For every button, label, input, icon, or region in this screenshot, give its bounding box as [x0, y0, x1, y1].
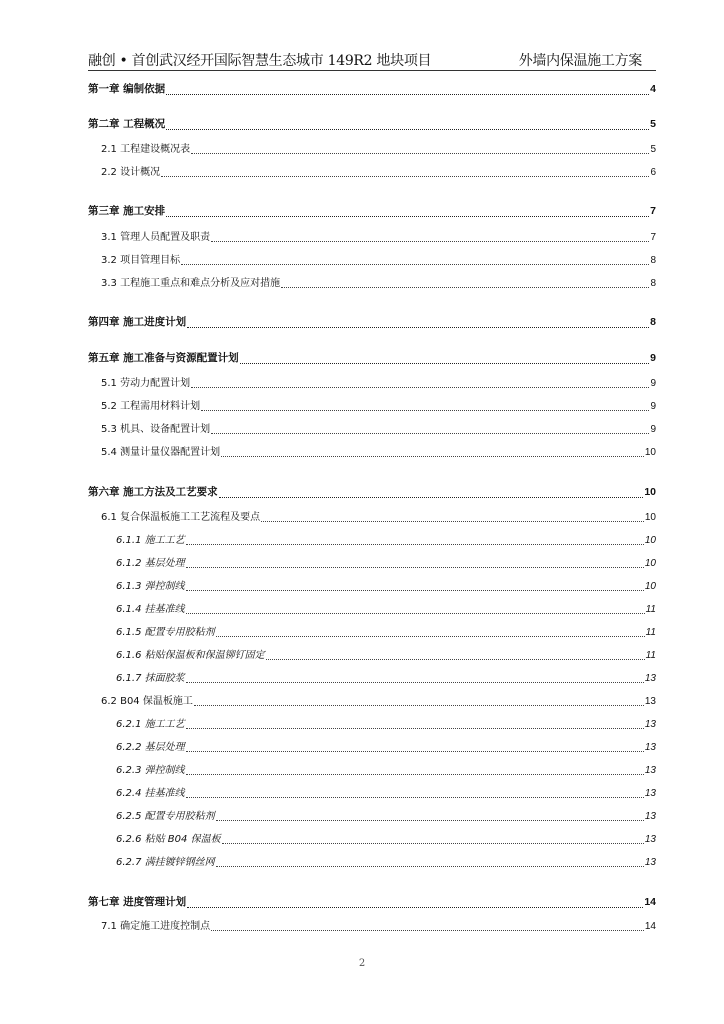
toc-entry-title: 6.1.7 抹面胶浆 — [116, 673, 185, 684]
toc-page-number: 10 — [644, 512, 656, 523]
toc-entry-title: 6.1.3 弹控制线 — [116, 581, 185, 592]
toc-dot-leader — [201, 409, 649, 411]
toc-dot-leader — [186, 750, 644, 752]
toc-section-entry[interactable] — [88, 715, 656, 733]
toc-entry-title: 第三章 施工安排 — [88, 205, 166, 217]
toc-section-entry[interactable] — [88, 692, 656, 710]
toc-entry-title: 第二章 工程概况 — [88, 118, 166, 130]
toc-section-entry[interactable] — [88, 853, 656, 871]
toc-section-entry[interactable] — [88, 163, 656, 181]
toc-page-number: 10 — [644, 558, 656, 569]
toc-dot-leader — [216, 865, 644, 867]
toc-page-number: 13 — [644, 834, 656, 845]
page-header — [88, 50, 656, 71]
toc-entry-title: 6.2.3 弹控制线 — [116, 765, 185, 776]
toc-section-entry[interactable] — [88, 669, 656, 687]
toc-entry-title: 第四章 施工进度计划 — [88, 316, 187, 328]
toc-dot-leader — [211, 929, 644, 931]
toc-dot-leader — [186, 566, 644, 568]
toc-section-entry[interactable] — [88, 228, 656, 246]
toc-section-entry[interactable] — [88, 397, 656, 415]
toc-dot-leader — [216, 635, 645, 637]
header-project-title: 融创 • 首创武汉经开国际智慧生态城市 149R2 地块项目 — [88, 53, 432, 69]
toc-page-number: 4 — [650, 83, 656, 95]
toc-section-entry[interactable] — [88, 917, 656, 935]
toc-dot-leader — [216, 819, 644, 821]
toc-dot-leader — [186, 681, 644, 683]
toc-section-entry[interactable] — [88, 646, 656, 664]
toc-dot-leader — [181, 263, 649, 265]
toc-page-number: 10 — [644, 447, 656, 458]
toc-section-entry[interactable] — [88, 420, 656, 438]
toc-entry-title: 7.1 确定施工进度控制点 — [101, 921, 211, 932]
toc-chapter-entry[interactable] — [88, 894, 656, 912]
toc-dot-leader — [161, 175, 649, 177]
toc-dot-leader — [261, 520, 644, 522]
toc-section-entry[interactable] — [88, 554, 656, 572]
toc-chapter-entry[interactable] — [88, 81, 656, 99]
toc-entry-title: 6.1 复合保温板施工工艺流程及要点 — [101, 512, 261, 523]
toc-section-entry[interactable] — [88, 761, 656, 779]
toc-entry-title: 6.1.6 粘贴保温板和保温铆钉固定 — [116, 650, 265, 661]
toc-dot-leader — [186, 543, 644, 545]
toc-page-number: 13 — [644, 742, 656, 753]
toc-section-entry[interactable] — [88, 140, 656, 158]
toc-entry-title: 6.1.4 挂基准线 — [116, 604, 185, 615]
toc-dot-leader — [186, 727, 644, 729]
toc-entry-title: 第七章 进度管理计划 — [88, 896, 187, 908]
toc-dot-leader — [219, 496, 644, 498]
toc-entry-title: 6.2.7 满挂镀锌钢丝网 — [116, 857, 215, 868]
toc-entry-title: 6.2 B04 保温板施工 — [101, 696, 193, 707]
toc-entry-title: 第五章 施工准备与资源配置计划 — [88, 352, 239, 364]
toc-entry-title: 5.4 测量计量仪器配置计划 — [101, 447, 221, 458]
toc-page-number: 13 — [644, 673, 656, 684]
toc-chapter-entry[interactable] — [88, 350, 656, 368]
toc-page-number: 8 — [650, 255, 656, 266]
toc-section-entry[interactable] — [88, 577, 656, 595]
toc-dot-leader — [240, 362, 650, 364]
toc-page-number: 13 — [644, 857, 656, 868]
toc-section-entry[interactable] — [88, 738, 656, 756]
toc-entry-title: 3.2 项目管理目标 — [101, 255, 181, 266]
toc-section-entry[interactable] — [88, 531, 656, 549]
toc-entry-title: 6.1.1 施工工艺 — [116, 535, 185, 546]
toc-entry-title: 5.1 劳动力配置计划 — [101, 378, 191, 389]
toc-entry-title: 6.2.4 挂基准线 — [116, 788, 185, 799]
toc-dot-leader — [211, 240, 649, 242]
toc-entry-title: 6.2.2 基层处理 — [116, 742, 185, 753]
toc-dot-leader — [221, 455, 644, 457]
toc-page-number: 13 — [644, 696, 656, 707]
toc-chapter-entry[interactable] — [88, 203, 656, 221]
toc-dot-leader — [166, 128, 649, 130]
toc-chapter-entry[interactable] — [88, 484, 656, 502]
toc-section-entry[interactable] — [88, 374, 656, 392]
toc-page-number: 9 — [650, 378, 656, 389]
toc-dot-leader — [191, 152, 649, 154]
toc-page-number: 13 — [644, 811, 656, 822]
toc-section-entry[interactable] — [88, 443, 656, 461]
toc-page-number: 9 — [650, 424, 656, 435]
toc-page-number: 5 — [650, 144, 656, 155]
toc-section-entry[interactable] — [88, 251, 656, 269]
toc-page-number: 11 — [645, 627, 656, 638]
toc-page-number: 14 — [644, 896, 656, 908]
toc-entry-title: 第六章 施工方法及工艺要求 — [88, 486, 218, 498]
toc-entry-title: 6.1.5 配置专用胶粘剂 — [116, 627, 215, 638]
toc-section-entry[interactable] — [88, 600, 656, 618]
toc-page-number: 6 — [650, 167, 656, 178]
toc-dot-leader — [166, 93, 649, 95]
toc-page-number: 8 — [650, 316, 656, 328]
toc-entry-title: 6.1.2 基层处理 — [116, 558, 185, 569]
toc-dot-leader — [186, 612, 645, 614]
toc-page-number: 10 — [644, 535, 656, 546]
toc-dot-leader — [266, 658, 645, 660]
toc-page-number: 14 — [644, 921, 656, 932]
toc-entry-title: 2.2 设计概况 — [101, 167, 161, 178]
toc-page-number: 5 — [650, 118, 656, 130]
toc-section-entry[interactable] — [88, 784, 656, 802]
toc-entry-title: 3.1 管理人员配置及职责 — [101, 232, 211, 243]
toc-page-number: 13 — [644, 719, 656, 730]
toc-page-number: 8 — [650, 278, 656, 289]
toc-dot-leader — [186, 589, 644, 591]
header-document-title: 外墙内保温施工方案 — [518, 53, 642, 69]
toc-section-entry[interactable] — [88, 623, 656, 641]
toc-section-entry[interactable] — [88, 508, 656, 526]
toc-section-entry[interactable] — [88, 830, 656, 848]
toc-dot-leader — [166, 215, 649, 217]
toc-entry-title: 2.1 工程建设概况表 — [101, 144, 191, 155]
toc-page-number: 10 — [644, 486, 656, 498]
toc-entry-title: 5.2 工程需用材料计划 — [101, 401, 201, 412]
toc-page-number: 9 — [650, 352, 656, 364]
toc-dot-leader — [211, 432, 649, 434]
toc-section-entry[interactable] — [88, 274, 656, 292]
toc-section-entry[interactable] — [88, 807, 656, 825]
toc-page-number: 11 — [645, 650, 656, 661]
toc-page-number: 13 — [644, 788, 656, 799]
toc-chapter-entry[interactable] — [88, 314, 656, 332]
toc-page-number: 10 — [644, 581, 656, 592]
toc-entry-title: 6.2.5 配置专用胶粘剂 — [116, 811, 215, 822]
toc-dot-leader — [187, 906, 643, 908]
toc-page-number: 7 — [650, 205, 656, 217]
toc-entry-title: 第一章 编制依据 — [88, 83, 166, 95]
toc-page-number: 9 — [650, 401, 656, 412]
toc-dot-leader — [186, 796, 644, 798]
toc-entry-title: 6.2.1 施工工艺 — [116, 719, 185, 730]
toc-dot-leader — [194, 704, 644, 706]
toc-dot-leader — [281, 286, 649, 288]
toc-dot-leader — [191, 386, 649, 388]
toc-entry-title: 5.3 机具、设备配置计划 — [101, 424, 211, 435]
toc-page-number: 13 — [644, 765, 656, 776]
toc-entry-title: 3.3 工程施工重点和难点分析及应对措施 — [101, 278, 281, 289]
toc-dot-leader — [222, 842, 644, 844]
toc-page-number: 7 — [650, 232, 656, 243]
page-number: 2 — [358, 958, 366, 969]
toc-dot-leader — [187, 326, 649, 328]
toc-entry-title: 6.2.6 粘贴 B04 保温板 — [116, 834, 221, 845]
toc-page-number: 11 — [645, 604, 656, 615]
toc-dot-leader — [186, 773, 644, 775]
toc-chapter-entry[interactable] — [88, 116, 656, 134]
